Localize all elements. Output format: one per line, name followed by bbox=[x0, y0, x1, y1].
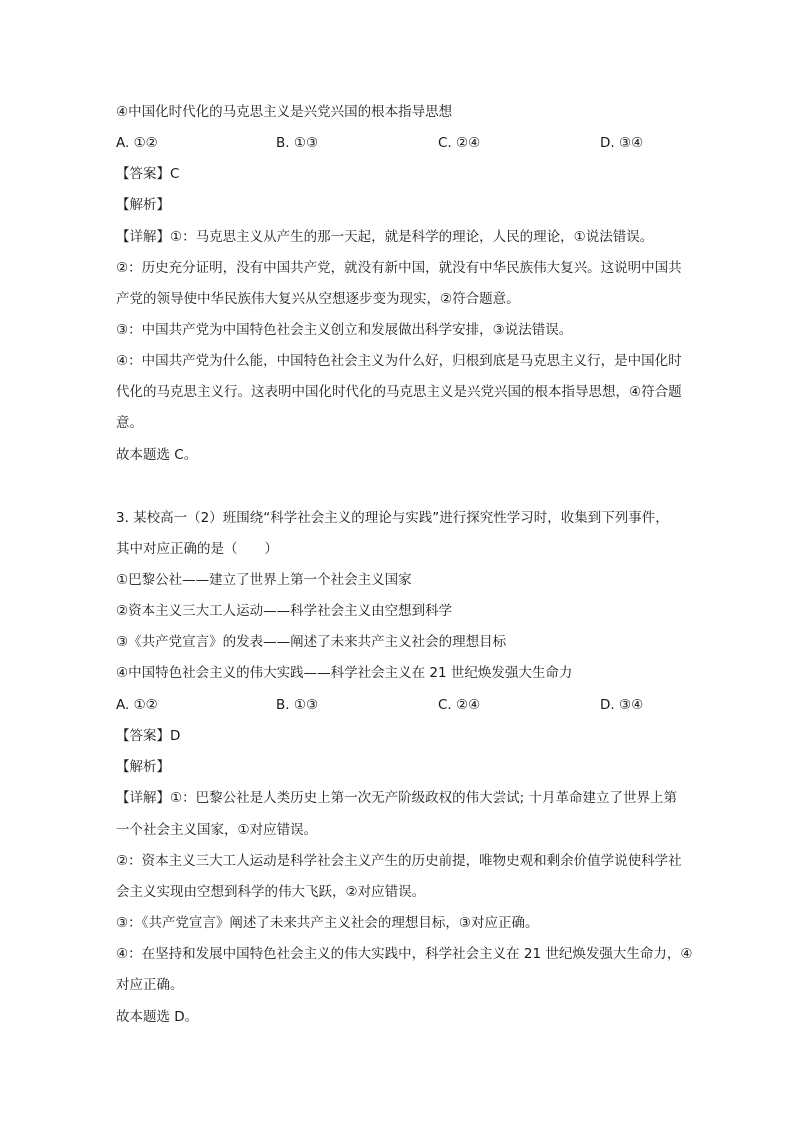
q3-detail-line: ②：资本主义三大工人运动是科学社会主义产生的历史前提，唯物史观和剩余价值学说使科学社 bbox=[116, 853, 682, 869]
q3-option-d: D. ③④ bbox=[600, 697, 644, 713]
q3-detail-line: 会主义实现由空想到科学的伟大飞跃，②对应错误。 bbox=[116, 884, 426, 900]
q2-detail-line: ②：历史充分证明，没有中国共产党，就没有新中国，就没有中华民族伟大复兴。这说明中国共 bbox=[116, 260, 682, 276]
q3-conclusion: 故本题选 D。 bbox=[116, 1009, 199, 1025]
q2-option-b: B. ①③ bbox=[276, 135, 319, 151]
q3-answer: 【答案】D bbox=[116, 728, 181, 744]
q2-detail-line: ④：中国共产党为什么能，中国特色社会主义为什么好，归根到底是马克思主义行，是中国化时 bbox=[116, 353, 682, 369]
q3-options bbox=[116, 695, 676, 715]
q3-statement: ③《共产党宣言》的发表——阐述了未来共产主义社会的理想目标 bbox=[116, 634, 507, 650]
q3-detail-line: ③：《共产党宣言》阐述了未来共产主义社会的理想目标，③对应正确。 bbox=[116, 915, 539, 931]
q2-conclusion: 故本题选 C。 bbox=[116, 447, 198, 463]
q2-analysis-heading: 【解析】 bbox=[116, 197, 170, 213]
q2-detail-line: 代化的马克思主义行。这表明中国化时代化的马克思主义是兴党兴国的根本指导思想，④符合题 bbox=[116, 384, 682, 400]
q2-option-c: C. ②④ bbox=[438, 135, 481, 151]
q3-option-c: C. ②④ bbox=[438, 697, 481, 713]
q2-option-a: A. ①② bbox=[116, 135, 158, 151]
q3-stem-line: 3. 某校高一（2）班围绕“科学社会主义的理论与实践”进行探究性学习时，收集到下列事件， bbox=[116, 510, 669, 526]
q3-detail-line: 一个社会主义国家，①对应错误。 bbox=[116, 822, 318, 838]
q3-option-b: B. ①③ bbox=[276, 697, 319, 713]
q3-analysis-heading: 【解析】 bbox=[116, 759, 170, 775]
q2-option-d: D. ③④ bbox=[600, 135, 644, 151]
q2-detail-line: 产党的领导使中华民族伟大复兴从空想逐步变为现实，②符合题意。 bbox=[116, 291, 520, 307]
q2-detail-line: 意。 bbox=[116, 415, 143, 431]
q3-detail-line: ④：在坚持和发展中国特色社会主义的伟大实践中，科学社会主义在 21 世纪焕发强大生命力，④ bbox=[116, 946, 693, 962]
q2-statement-4: ④中国化时代化的马克思主义是兴党兴国的根本指导思想 bbox=[116, 104, 453, 120]
q2-options bbox=[116, 133, 676, 153]
q3-detail-line: 对应正确。 bbox=[116, 977, 184, 993]
q3-option-a: A. ①② bbox=[116, 697, 158, 713]
q2-answer: 【答案】C bbox=[116, 166, 180, 182]
q3-statement: ①巴黎公社——建立了世界上第一个社会主义国家 bbox=[116, 572, 412, 588]
q3-stem-line: 其中对应正确的是（ ） bbox=[116, 541, 278, 557]
q2-detail-line: 【详解】①：马克思主义从产生的那一天起，就是科学的理论，人民的理论，①说法错误。 bbox=[116, 229, 654, 245]
q3-statement: ④中国特色社会主义的伟大实践——科学社会主义在 21 世纪焕发强大生命力 bbox=[116, 665, 573, 681]
q3-detail-line: 【详解】①：巴黎公社是人类历史上第一次无产阶级政权的伟大尝试; 十月革命建立了世界上第 bbox=[116, 790, 677, 806]
q2-detail-line: ③：中国共产党为中国特色社会主义创立和发展做出科学安排，③说法错误。 bbox=[116, 322, 573, 338]
q3-statement: ②资本主义三大工人运动——科学社会主义由空想到科学 bbox=[116, 603, 453, 619]
